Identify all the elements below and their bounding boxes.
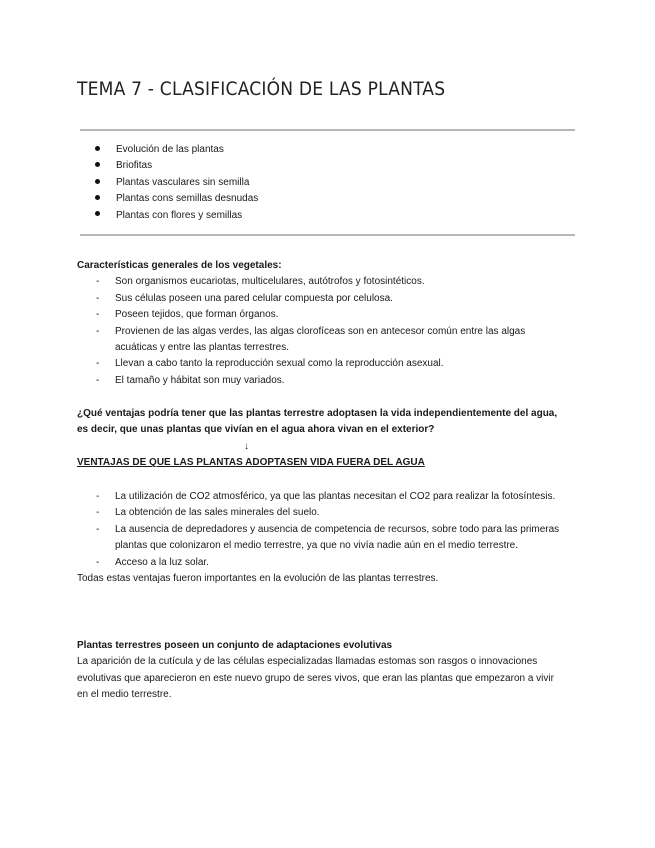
dash-bullet: - xyxy=(96,523,100,535)
list-item: - Provienen de las algas verdes, las algas clorofíceas son en antecesor común entre las algas acuáticas y entre las plantas terrestres. xyxy=(96,325,526,354)
conclusion-text: Todas estas ventajas fueron importantes en la evolución de las plantas terrestres. xyxy=(77,573,439,585)
bullet-icon xyxy=(95,211,100,216)
dash-bullet: - xyxy=(96,309,100,321)
dash-bullet: - xyxy=(96,358,100,370)
dash-bullet: - xyxy=(96,491,100,502)
list-item: - Acceso a la luz solar. xyxy=(77,555,567,571)
ventajas-heading: VENTAJAS DE QUE LAS PLANTAS ADOPTASEN VIDA FUERA DEL AGUA xyxy=(77,457,425,469)
topic-item: Briofitas xyxy=(95,158,258,174)
dash-bullet: - xyxy=(96,292,100,304)
page-title: TEMA 7 - CLASIFICACIÓN DE LAS PLANTAS xyxy=(77,78,446,100)
pregunta-section xyxy=(77,406,567,472)
section-heading: Características generales de los vegetales: xyxy=(77,260,282,271)
bullet-icon xyxy=(95,195,100,200)
dash-bullet: - xyxy=(96,374,100,386)
ventajas-section xyxy=(77,489,567,587)
dash-bullet: - xyxy=(96,276,100,288)
list-item: - Poseen tejidos, que forman órganos. xyxy=(77,307,567,323)
dash-bullet: - xyxy=(96,556,100,568)
question-text: ¿Qué ventajas podría tener que las plantas terrestre adoptasen la vida independientemente del agua, es decir, que unas plantas que vivían en el agua ahora vivan en el exterior? xyxy=(77,408,558,436)
dash-bullet: - xyxy=(96,507,100,519)
topic-list xyxy=(95,142,258,224)
bullet-icon xyxy=(95,146,100,151)
topic-item: Plantas vasculares sin semilla xyxy=(95,175,258,191)
divider-top xyxy=(80,129,575,131)
list-item: - Llevan a cabo tanto la reproducción sexual como la reproducción asexual. xyxy=(77,356,567,372)
ventajas-list xyxy=(77,489,567,571)
down-arrow-icon: ↓ xyxy=(244,440,249,452)
bullet-icon xyxy=(95,179,100,184)
list-item: - La utilización de CO2 atmosférico, ya que las plantas necesitan el CO2 para realizar la fotosíntesis. xyxy=(77,489,567,505)
list-item: - Sus células poseen una pared celular compuesta por celulosa. xyxy=(77,291,567,307)
topic-item: Plantas cons semillas desnudas xyxy=(95,191,258,207)
caracteristicas-list xyxy=(77,274,567,389)
list-item: - El tamaño y hábitat son muy variados. xyxy=(77,373,567,389)
list-item: - La obtención de las sales minerales del suelo. xyxy=(77,505,567,521)
topic-item: Plantas con flores y semillas xyxy=(95,208,258,224)
adaptaciones-section xyxy=(77,638,567,704)
list-item: - La ausencia de depredadores y ausencia de competencia de recursos, sobre todo para las primeras plantas que colonizaron el medio terrestre, ya que no vivía nadie aún en el medio terrestre. xyxy=(96,523,560,552)
bullet-icon xyxy=(95,162,100,167)
adaptaciones-text: La aparición de la cutícula y de las células especializadas llamadas estomas son rasgos o innovaciones evolutivas que aparecieron en este nuevo grupo de seres vivos, que eran las plantas que empezaron a vivir en el medio terrestre. xyxy=(77,656,554,701)
list-item: - Son organismos eucariotas, multicelulares, autótrofos y fotosintéticos. xyxy=(77,274,567,290)
dash-bullet: - xyxy=(96,325,100,337)
caracteristicas-section xyxy=(77,258,567,389)
section-heading: Plantas terrestres poseen un conjunto de adaptaciones evolutivas xyxy=(77,640,393,651)
topic-item: Evolución de las plantas xyxy=(95,142,258,158)
divider-bottom xyxy=(80,234,575,236)
